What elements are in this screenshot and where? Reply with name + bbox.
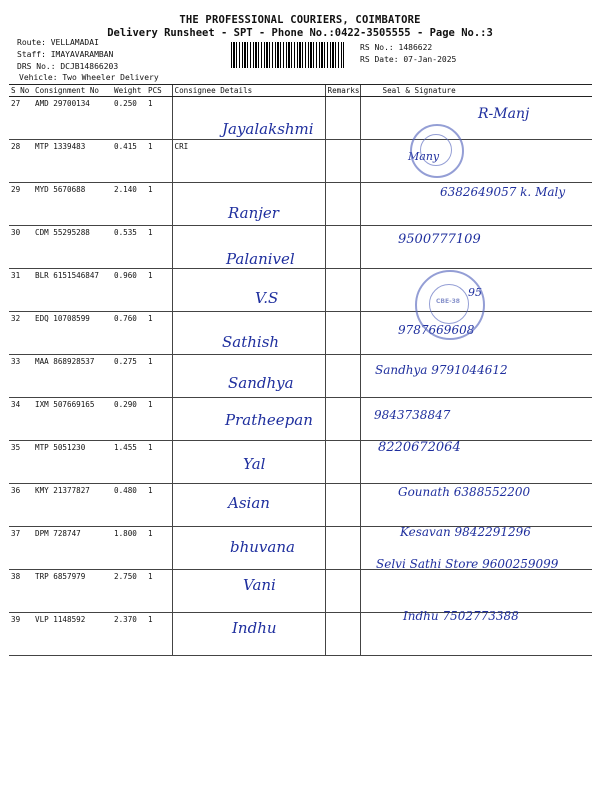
consignee-handwritten-name: V.S [255,289,279,307]
row-weight: 0.290 [112,398,146,441]
col-header-weight: Weight [112,85,146,97]
row-sno: 29 [9,183,33,226]
row-consignment: KMY 21377827 [33,484,112,527]
staff-label: Staff: IMAYAVARAMBAN [17,50,114,59]
row-weight: 0.250 [112,97,146,140]
row-pcs: 1 [146,527,172,570]
consignee-handwritten-name: Ranjer [228,204,279,222]
row-seal [360,97,592,140]
row-seal [360,570,592,613]
row-pcs: 1 [146,183,172,226]
receiver-signature: Gounath 6388552200 [398,485,531,499]
col-header-sno: S No [9,85,33,97]
row-consignment: CDM 55295288 [33,226,112,269]
consignee-handwritten-name: Pratheepan [225,411,313,429]
row-weight: 2.140 [112,183,146,226]
consignee-handwritten-name: Sandhya [228,374,294,392]
row-pcs: 1 [146,441,172,484]
row-weight: 2.750 [112,570,146,613]
col-header-pcs: PCS [146,85,172,97]
row-sno: 32 [9,312,33,355]
receiver-signature: 9843738847 [374,408,451,422]
row-sno: 33 [9,355,33,398]
row-consignment: BLR 6151546847 [33,269,112,312]
row-remarks [325,484,360,527]
row-weight: 0.960 [112,269,146,312]
row-pcs: 1 [146,570,172,613]
receiver-signature: 9500777109 [398,232,481,247]
vehicle-label: Vehicle: Two Wheeler Delivery [19,73,159,82]
row-consignment: MAA 868928537 [33,355,112,398]
row-pcs: 1 [146,613,172,656]
row-pcs: 1 [146,484,172,527]
consignee-handwritten-name: Jayalakshmi [222,120,314,138]
row-consignment: MTP 1339483 [33,140,112,183]
row-seal [360,140,592,183]
row-remarks [325,226,360,269]
row-remarks [325,312,360,355]
col-header-seal: Seal & Signature [360,85,592,97]
row-weight: 1.455 [112,441,146,484]
row-consignment: IXM 507669165 [33,398,112,441]
consignee-handwritten-name: Vani [243,576,276,594]
row-consignee-details [172,269,325,312]
row-weight: 2.370 [112,613,146,656]
row-pcs: 1 [146,398,172,441]
receiver-signature: Kesavan 9842291296 [400,525,531,539]
row-consignment: VLP 1148592 [33,613,112,656]
receiver-signature: 9787669608 [398,323,475,337]
row-remarks [325,398,360,441]
row-weight: 0.480 [112,484,146,527]
table-row [9,226,592,269]
row-remarks [325,613,360,656]
row-consignment: TRP 6857979 [33,570,112,613]
col-header-consignee: Consignee Details [172,85,325,97]
row-pcs: 1 [146,355,172,398]
row-remarks [325,570,360,613]
row-remarks [325,140,360,183]
consignee-handwritten-name: Indhu [232,619,277,637]
table-row [9,570,592,613]
row-pcs: 1 [146,140,172,183]
row-sno: 31 [9,269,33,312]
drs-label: DRS No.: DCJB14866203 [17,62,119,71]
rs-number: RS No.: 1486622 [360,43,433,52]
row-sno: 36 [9,484,33,527]
consignee-handwritten-name: Palanivel [226,250,295,268]
row-weight: 0.535 [112,226,146,269]
rs-date: RS Date: 07-Jan-2025 [360,55,457,64]
row-weight: 0.275 [112,355,146,398]
row-consignee-details: CRI [172,140,325,183]
row-weight: 1.800 [112,527,146,570]
row-consignment: MTP 5051230 [33,441,112,484]
row-sno: 35 [9,441,33,484]
company-title: THE PROFESSIONAL COURIERS, COIMBATORE [179,14,421,26]
receiver-signature: R-Manj [478,106,530,122]
consignee-handwritten-name: bhuvana [230,538,295,556]
consignee-handwritten-name: Asian [228,494,270,512]
row-pcs: 1 [146,312,172,355]
row-pcs: 1 [146,226,172,269]
col-header-remarks: Remarks [325,85,360,97]
row-remarks [325,355,360,398]
table-row [9,269,592,312]
row-remarks [325,269,360,312]
col-header-consignment: Consignment No [33,85,112,97]
receiver-signature: Indhu 7502773388 [403,609,519,623]
row-pcs: 1 [146,97,172,140]
row-sno: 28 [9,140,33,183]
receiver-signature: Sandhya 9791044612 [375,363,508,377]
row-remarks [325,183,360,226]
receiver-signature: 6382649057 k. Maly [440,185,566,199]
route-label: Route: VELLAMADAI [17,38,99,47]
row-sno: 37 [9,527,33,570]
consignee-handwritten-name: Yal [243,455,266,473]
table-row [9,140,592,183]
row-remarks [325,527,360,570]
receiver-signature: 95 [468,286,482,299]
receiver-signature: Selvi Sathi Store 9600259099 [376,557,559,571]
row-weight: 0.415 [112,140,146,183]
row-remarks [325,441,360,484]
row-remarks [325,97,360,140]
row-sno: 34 [9,398,33,441]
row-consignment: AMD 29700134 [33,97,112,140]
row-consignment: EDQ 10708599 [33,312,112,355]
row-sno: 27 [9,97,33,140]
seal-stamp-2: CBE-38 [415,270,485,340]
table-header-row [9,85,592,97]
receiver-signature: Many [408,150,440,163]
row-sno: 30 [9,226,33,269]
barcode [231,42,344,68]
row-consignment: DPM 728747 [33,527,112,570]
row-pcs: 1 [146,269,172,312]
receiver-signature: 8220672064 [378,440,461,455]
table-row [9,312,592,355]
row-weight: 0.760 [112,312,146,355]
consignee-handwritten-name: Sathish [222,333,280,351]
seal-stamp-1 [410,124,464,178]
row-sno: 39 [9,613,33,656]
runsheet-subtitle: Delivery Runsheet - SPT - Phone No.:0422-3505555 - Page No.:3 [107,27,493,39]
row-consignment: MYD 5670688 [33,183,112,226]
table-row [9,441,592,484]
row-sno: 38 [9,570,33,613]
